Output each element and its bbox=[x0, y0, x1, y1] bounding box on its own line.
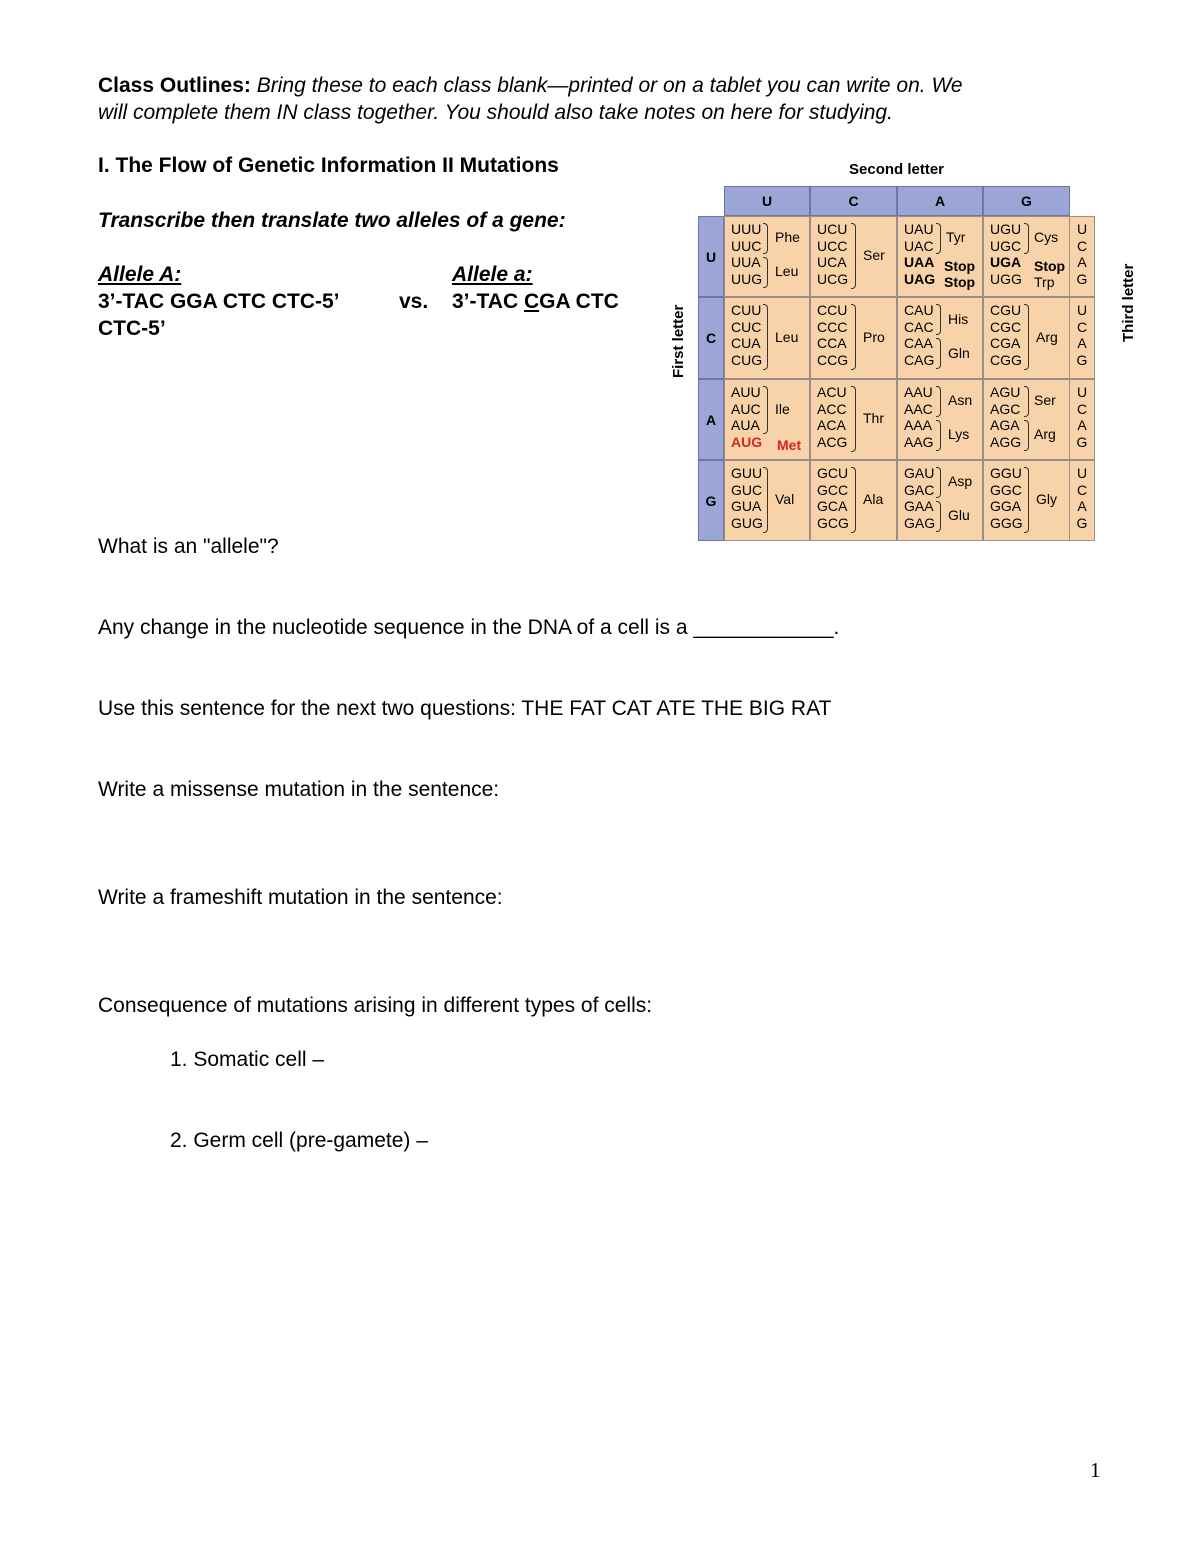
cell-aa: AAU AAC AAA AAG Asn Lys bbox=[897, 379, 983, 460]
column-header-a: A bbox=[897, 186, 983, 216]
page-number: 1 bbox=[1090, 1458, 1101, 1482]
column-header-u: U bbox=[724, 186, 810, 216]
cell-cg: CGU CGC CGA CGG Arg bbox=[983, 297, 1070, 379]
cell-gc: GCU GCC GCA GCG Ala bbox=[810, 460, 897, 541]
allele-a-label: Allele A: bbox=[98, 263, 182, 286]
question-frameshift: Write a frameshift mutation in the sentence: bbox=[98, 886, 503, 909]
allele-b-sequence bbox=[452, 288, 619, 315]
cell-ua: UAU UAC UAA UAG Tyr Stop Stop bbox=[897, 216, 983, 297]
first-letter-label: First letter bbox=[670, 304, 687, 378]
column-header-c: C bbox=[810, 186, 897, 216]
allele-b-mutated-base: C bbox=[523, 290, 540, 313]
cell-cc: CCU CCC CCA CCG Pro bbox=[810, 297, 897, 379]
class-outlines-label: Class Outlines: bbox=[98, 74, 251, 97]
row-header-g: G bbox=[698, 460, 724, 541]
section-title: I. The Flow of Genetic Information II Mutations bbox=[98, 154, 559, 177]
cell-cu: CUU CUC CUA CUG Leu bbox=[724, 297, 810, 379]
intro-line-1: Bring these to each class blank—printed or on a tablet you can write on. We bbox=[256, 74, 963, 97]
cell-ag: AGU AGC AGA AGG Ser Arg bbox=[983, 379, 1070, 460]
cell-uu: UUU UUC UUA UUG Phe Leu bbox=[724, 216, 810, 297]
allele-b-prefix: 3’-TAC bbox=[452, 290, 524, 313]
cell-ug: UGU UGC UGA UGG Cys Stop Trp bbox=[983, 216, 1070, 297]
third-letters-row-a: U C A G bbox=[1069, 379, 1095, 460]
class-outlines-intro bbox=[98, 72, 963, 99]
cell-ac: ACU ACC ACA ACG Thr bbox=[810, 379, 897, 460]
third-letter-label: Third letter bbox=[1120, 263, 1137, 342]
list-item-somatic: 1. Somatic cell – bbox=[170, 1048, 325, 1071]
cell-uc: UCU UCC UCA UCG Ser bbox=[810, 216, 897, 297]
list-item-germ: 2. Germ cell (pre-gamete) – bbox=[170, 1129, 428, 1152]
third-letters-row-u: U C A G bbox=[1069, 216, 1095, 297]
allele-b-sequence-end: CTC-5’ bbox=[98, 317, 166, 340]
allele-a-sequence: 3’-TAC GGA CTC CTC-5’ bbox=[98, 290, 340, 313]
second-letter-label: Second letter bbox=[849, 161, 945, 178]
sentence-prompt: Use this sentence for the next two questions: THE FAT CAT ATE THE BIG RAT bbox=[98, 697, 832, 720]
cell-ca: CAU CAC CAA CAG His Gln bbox=[897, 297, 983, 379]
row-header-u: U bbox=[698, 216, 724, 297]
question-missense: Write a missense mutation in the sentence: bbox=[98, 778, 500, 801]
allele-b-rest: GA CTC bbox=[539, 290, 619, 313]
third-letters-row-c: U C A G bbox=[1069, 297, 1095, 379]
cell-ga: GAU GAC GAA GAG Asp Glu bbox=[897, 460, 983, 541]
row-header-a: A bbox=[698, 379, 724, 460]
cell-gg: GGU GGC GGA GGG Gly bbox=[983, 460, 1070, 541]
cell-gu: GUU GUC GUA GUG Val bbox=[724, 460, 810, 541]
column-header-g: G bbox=[983, 186, 1070, 216]
genetic-code-table bbox=[670, 156, 1137, 546]
cell-au: AUU AUC AUA AUG Ile Met bbox=[724, 379, 810, 460]
versus-text: vs. bbox=[399, 290, 429, 313]
question-mutation-definition: Any change in the nucleotide sequence in the DNA of a cell is a ____________. bbox=[98, 616, 840, 639]
third-letters-row-g: U C A G bbox=[1069, 460, 1095, 541]
allele-b-label: Allele a: bbox=[452, 263, 533, 286]
question-consequence: Consequence of mutations arising in different types of cells: bbox=[98, 994, 653, 1017]
question-allele: What is an "allele"? bbox=[98, 535, 279, 558]
instruction-text: Transcribe then translate two alleles of a gene: bbox=[98, 209, 566, 232]
row-header-c: C bbox=[698, 297, 724, 379]
intro-line-2: will complete them IN class together. You should also take notes on here for studying. bbox=[98, 101, 893, 124]
